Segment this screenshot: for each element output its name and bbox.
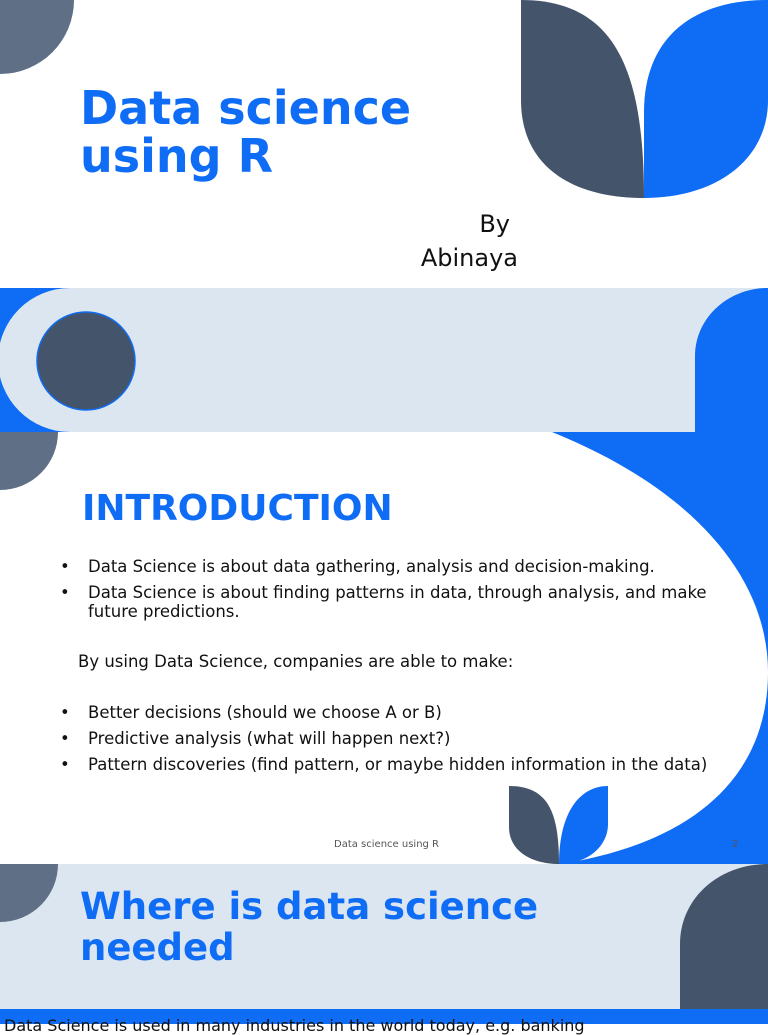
title-line-2: using R <box>80 129 274 183</box>
slide-1 <box>0 0 768 288</box>
list-item: • Predictive analysis (what will happen next?) <box>60 729 451 748</box>
bullet-text: Better decisions (should we choose A or B) <box>88 703 442 722</box>
introduction-heading: INTRODUCTION <box>82 488 393 529</box>
intro-bullet-list-a <box>60 557 710 628</box>
heading-line-2: needed <box>80 926 235 969</box>
title-line-1: Data science <box>80 81 412 135</box>
slide-page-number: 2 <box>732 839 739 850</box>
dark-arch <box>680 864 768 1009</box>
corner-quarter-circle <box>0 0 74 74</box>
slide-footer-title: Data science using R <box>334 839 439 850</box>
slide-2-decor <box>0 288 768 432</box>
intro-paragraph: By using Data Science, companies are able to make: <box>78 652 514 671</box>
corner-quarter-circle <box>0 864 58 922</box>
list-item: • Data Science is about data gathering, analysis and decision-making. <box>60 557 655 576</box>
list-item: • Data Science is about finding patterns in data, through analysis, and make future predictions. <box>60 583 707 621</box>
bullet-text: Data Science is about finding patterns in data, through analysis, and make future predictions. <box>88 583 707 621</box>
list-item: • Better decisions (should we choose A or B) <box>60 703 442 722</box>
leaf-dark-shape <box>521 0 644 198</box>
bullet-text: Data Science is about data gathering, analysis and decision-making. <box>88 557 655 576</box>
slide-2 <box>0 288 768 432</box>
bullet-text: Pattern discoveries (find pattern, or maybe hidden information in the data) <box>88 755 708 774</box>
leaf-blue-shape <box>644 0 768 198</box>
author-name: Abinaya <box>420 244 518 272</box>
intro-bullet-list-b <box>60 703 710 781</box>
list-item: • Pattern discoveries (find pattern, or maybe hidden information in the data) <box>60 755 708 774</box>
presentation-title <box>80 81 412 183</box>
partial-body-text: Data Science is used in many industries in the world today, e.g. banking <box>4 1016 585 1035</box>
dark-circle <box>37 312 135 410</box>
bullet-text: Predictive analysis (what will happen next?) <box>88 729 451 748</box>
where-needed-heading <box>80 886 538 968</box>
heading-line-1: Where is data science <box>80 885 539 928</box>
by-label: By <box>479 210 510 238</box>
